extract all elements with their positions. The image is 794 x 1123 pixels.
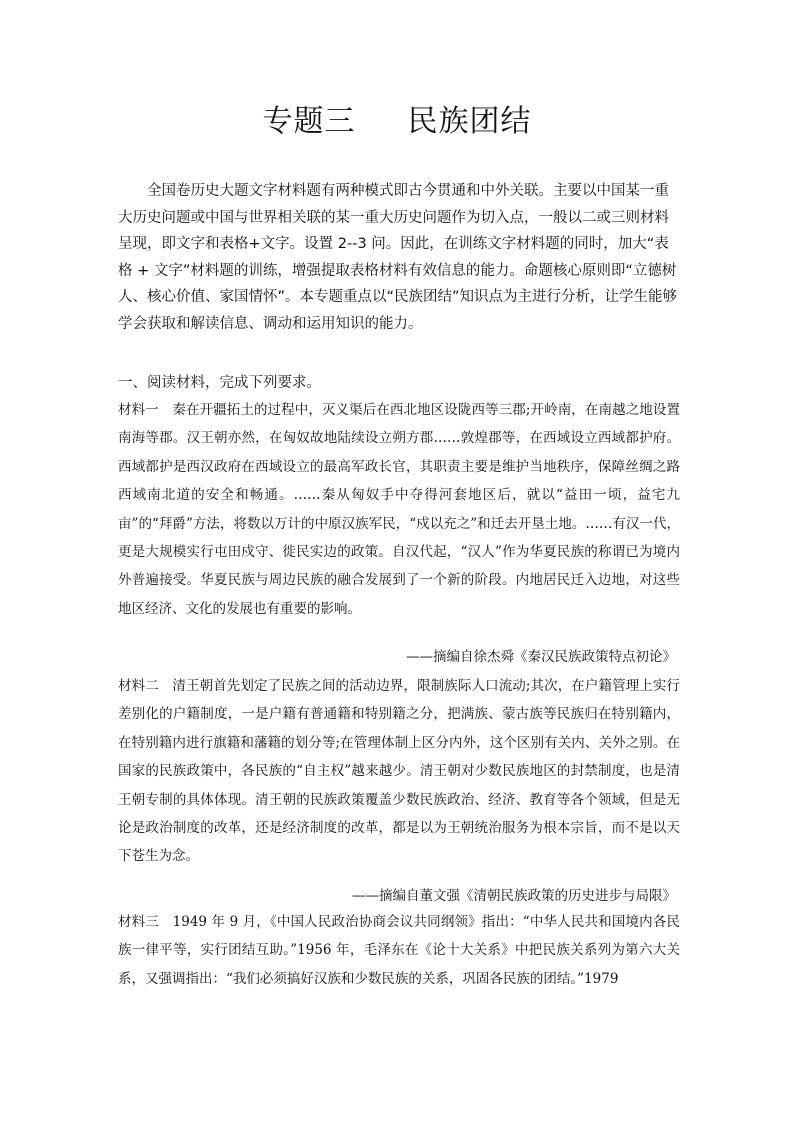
material-three-text: 材料三 1949 年 9 月，《中国人民政治协商会议共同纲领》指出：“中华人民共和国境内各民族一律平等，实行团结互助。”1956 年，毛泽东在《论十大关系》中把民族关系列为第六大关系，又强调指出：“我们必须搞好汉族和少数民族的关系，巩固各民族的团结。”1979 xyxy=(118,914,680,987)
material-two-text: 材料二 清王朝首先划定了民族之间的活动边界，限制族际人口流动;其次，在户籍管理上实行差别化的户籍制度，一是户籍有普通籍和特别籍之分，把满族、蒙古族等民族归在特别籍内，在特别籍内进行旗籍和藩籍的划分等;在管理体制上区分内外，这个区别有关内、关外之别。在国家的民族政策中，各民族的“自主权”越来越少。清王朝对少数民族地区的封禁制度，也是清王朝专制的具体体现。清王朝的民族政策覆盖少数民族政治、经济、教育等各个领域，但是无论是政治制度的改革，还是经济制度的改革，都是以为王朝统治服务为根本宗旨，而不是以天下苍生为念。 xyxy=(118,678,680,865)
page-title xyxy=(0,96,794,140)
section-heading: 一、阅读材料，完成下列要求。 xyxy=(118,375,321,391)
material-two-source: ——摘编自董文强《清朝民族政策的历史进步与局限》 xyxy=(352,888,676,904)
title-topic-number: 专题三 xyxy=(262,104,356,139)
material-one-text: 材料一 秦在开疆拓土的过程中，灭义渠后在西北地区设陇西等三郡;开岭南，在南越之地设置南海等郡。汉王朝亦然，在匈奴故地陆续设立朔方郡……敦煌郡等，在西域设立西域都护府。西域都护是西汉政府在西域设立的最高军政长官，其职责主要是维护当地秩序，保障丝绸之路西域南北道的安全和畅通。……秦从匈奴手中夺得河套地区后，就以“益田一顷，益宅九亩”的“拜爵”方法，将数以万计的中原汉族军民，“戍以充之”和迁去开垦土地。……有汉一代，更是大规模实行屯田戍守、徙民实边的政策。自汉代起，“汉人”作为华夏民族的称谓已为境内外普遍接受。华夏民族与周边民族的融合发展到了一个新的阶段。内地居民迁入边地，对这些地区经济、文化的发展也有重要的影响。 xyxy=(118,402,680,617)
material-one-source: ——摘编自徐杰舜《秦汉民族政策特点初论》 xyxy=(406,649,676,665)
intro-paragraph: 全国卷历史大题文字材料题有两种模式即古今贯通和中外关联。主要以中国某一重大历史问题或中国与世界相关联的某一重大历史问题作为切入点，一般以二或三则材料呈现，即文字和表格+文字。设置 2--3 问。因此，在训练文字材料题的同时，加大“表格 + 文字”材料题的训练，增强提取表格材料有效信息的能力。命题核心原则即“立德树人、核心价值、家国情怀”。本专题重点以“民族团结”知识点为主进行分析，让学生能够学会获取和解读信息、调动和运用知识的能力。 xyxy=(118,183,678,332)
title-topic-name: 民族团结 xyxy=(407,104,532,139)
